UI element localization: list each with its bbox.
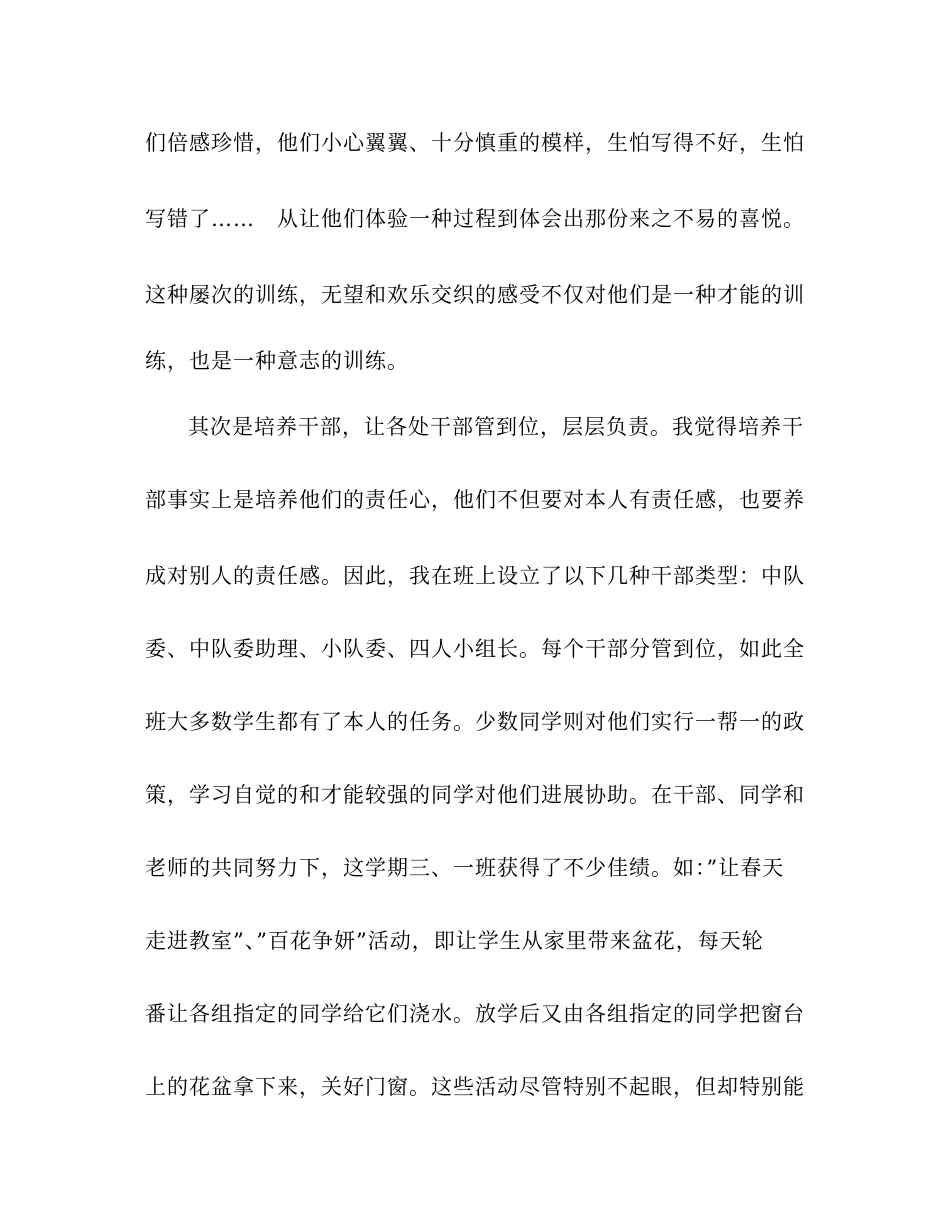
- paragraph-first-line: 其次是培养干部，让各处干部管到位，层层负责。我觉得培养干: [188, 415, 804, 439]
- text-line: 写错了…… 从让他们体验一种过程到体会出那份来之不易的喜悦。: [145, 207, 805, 231]
- text-line: 番让各组指定的同学给它们浇水。放学后又由各组指定的同学把窗台: [145, 1002, 805, 1026]
- text-line: 老师的共同努力下，这学期三、一班获得了不少佳绩。如：”让春天: [145, 856, 785, 880]
- text-line: 部事实上是培养他们的责任心，他们不但要对本人有责任感，也要养: [145, 488, 805, 512]
- text-line: 委、中队委助理、小队委、四人小组长。每个干部分管到位，如此全: [145, 637, 805, 661]
- text-line: 练，也是一种意志的训练。: [145, 349, 409, 373]
- text-line: 成对别人的责任感。因此，我在班上设立了以下几种干部类型：中队: [145, 564, 805, 588]
- text-line: 上的花盆拿下来，关好门窗。这些活动尽管特别不起眼，但却特别能: [145, 1075, 805, 1099]
- text-line: 们倍感珍惜，他们小心翼翼、十分慎重的模样，生怕写得不好，生怕: [145, 131, 805, 155]
- text-line: 这种屡次的训练，无望和欢乐交织的感受不仅对他们是一种才能的训: [145, 283, 805, 307]
- text-line: 走进教室”、”百花争妍”活动，即让学生从家里带来盆花，每天轮: [145, 929, 764, 953]
- text-line: 班大多数学生都有了本人的任务。少数同学则对他们实行一帮一的政: [145, 710, 805, 734]
- text-line: 策，学习自觉的和才能较强的同学对他们进展协助。在干部、同学和: [145, 783, 805, 807]
